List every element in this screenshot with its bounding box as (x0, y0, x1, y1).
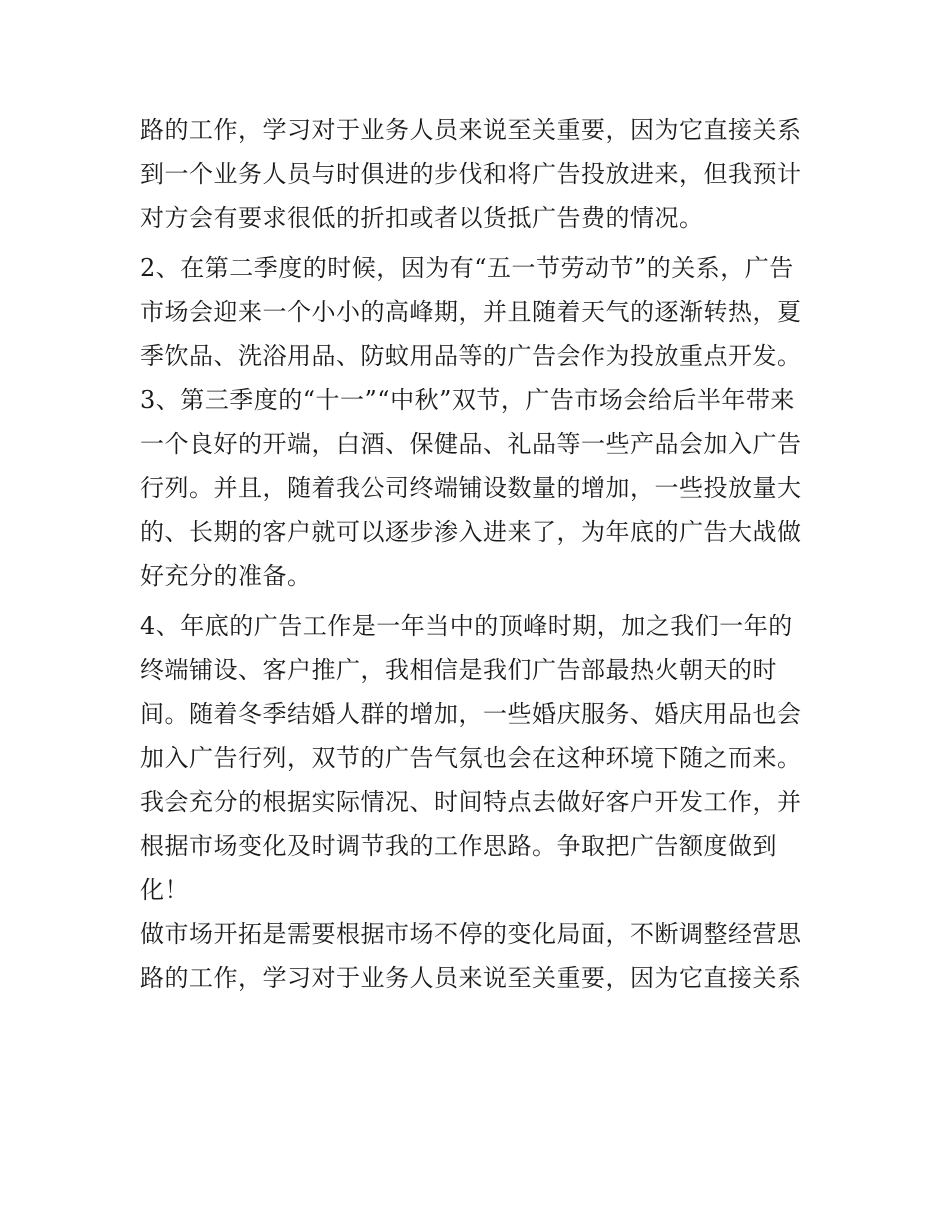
text-line: 的、长期的客户就可以逐步渗入进来了，为年底的广告大战做 (140, 518, 802, 546)
paragraph-4-start: 4、年底的广告工作是一年当中的顶峰时期，加之我们一年的 (140, 612, 793, 640)
text-line: 路的工作，学习对于业务人员来说至关重要，因为它直接关系 (140, 116, 802, 144)
text-line: 化！ (140, 876, 189, 904)
text-line: 根据市场变化及时调节我的工作思路。争取把广告额度做到 (140, 832, 777, 860)
paragraph-2-start: 2、在第二季度的时候，因为有“五一节劳动节”的关系，广告 (140, 254, 794, 282)
text-line: 间。随着冬季结婚人群的增加，一些婚庆服务、婚庆用品也会 (140, 700, 802, 728)
text-line: 终端铺设、客户推广，我相信是我们广告部最热火朝天的时 (140, 656, 777, 684)
text-line: 到一个业务人员与时俱进的步伐和将广告投放进来，但我预计 (140, 160, 802, 188)
paragraph-3-start: 3、第三季度的“十一”“中秋”双节，广告市场会给后半年带来 (140, 386, 795, 414)
text-line: 一个良好的开端，白酒、保健品、礼品等一些产品会加入广告 (140, 430, 802, 458)
text-line: 好充分的准备。 (140, 562, 312, 590)
text-line: 行列。并且，随着我公司终端铺设数量的增加，一些投放量大 (140, 474, 802, 502)
text-line: 季饮品、洗浴用品、防蚊用品等的广告会作为投放重点开发。 (140, 342, 802, 370)
text-line: 加入广告行列，双节的广告气氛也会在这种环境下随之而来。 (140, 744, 802, 772)
body-text (140, 108, 820, 1000)
text-line: 市场会迎来一个小小的高峰期，并且随着天气的逐渐转热，夏 (140, 298, 802, 326)
text-line: 我会充分的根据实际情况、时间特点去做好客户开发工作，并 (140, 788, 802, 816)
text-line: 路的工作，学习对于业务人员来说至关重要，因为它直接关系 (140, 964, 802, 992)
text-line: 对方会有要求很低的折扣或者以货抵广告费的情况。 (140, 204, 704, 232)
paragraph-5-start: 做市场开拓是需要根据市场不停的变化局面，不断调整经营思 (140, 920, 802, 948)
